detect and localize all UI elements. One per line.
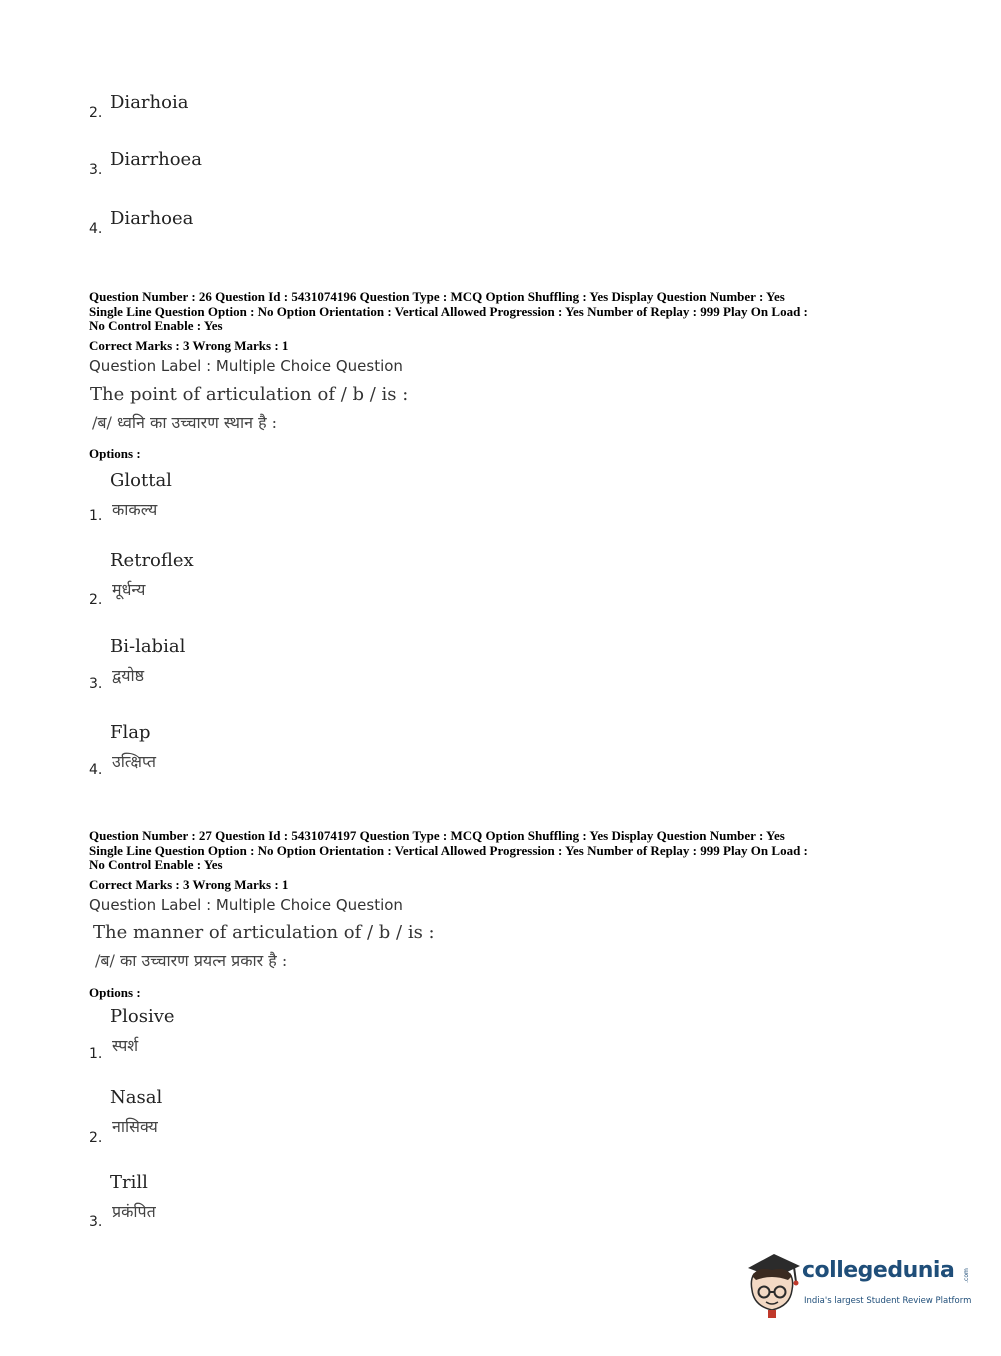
option-number: 2. <box>89 105 103 121</box>
options-label: Options : <box>89 985 141 1000</box>
question-text-en: The point of articulation of / b / is : <box>90 384 409 405</box>
graduate-face-icon <box>742 1250 802 1320</box>
option-text-en: Nasal <box>110 1087 163 1108</box>
option-number: 4. <box>89 762 103 778</box>
logo-com: .com <box>962 1268 970 1283</box>
question-meta <box>89 290 919 334</box>
option-number: 3. <box>89 676 103 692</box>
option-text-hi: प्रकंपित <box>112 1202 156 1221</box>
logo-tagline: India's largest Student Review Platform <box>804 1296 972 1306</box>
option-number: 2. <box>89 1130 103 1146</box>
option-text-en: Retroflex <box>110 550 194 571</box>
question-label: Question Label : Multiple Choice Question <box>89 357 403 375</box>
option-text-hi: काकल्य <box>112 500 158 519</box>
question-text-hi: /ब/ का उच्चारण प्रयत्न प्रकार है : <box>95 951 288 970</box>
option-text-en: Diarrhoea <box>110 149 202 170</box>
option-text-hi: उत्क्षिप्त <box>112 752 157 771</box>
option-text-hi: द्वयोष्ठ <box>112 666 145 685</box>
question-meta-line: Question Number : 26 Question Id : 5431074196 Question Type : MCQ Option Shuffling : Yes Display Question Number : Yes <box>89 289 785 304</box>
option-number: 1. <box>89 508 103 524</box>
option-text-hi: स्पर्श <box>112 1036 139 1055</box>
question-meta-line: No Control Enable : Yes <box>89 857 223 872</box>
question-text-hi: /ब/ ध्वनि का उच्चारण स्थान है : <box>92 413 278 432</box>
option-text-hi: नासिक्य <box>112 1117 158 1136</box>
question-meta-line: Single Line Question Option : No Option Orientation : Vertical Allowed Progression : Yes Number of Replay : 999 Play On Load : <box>89 842 808 858</box>
option-text-en: Plosive <box>110 1006 175 1027</box>
option-text-en: Flap <box>110 722 151 743</box>
collegedunia-logo <box>742 1250 972 1320</box>
option-number: 1. <box>89 1046 103 1062</box>
marks-line: Correct Marks : 3 Wrong Marks : 1 <box>89 877 289 892</box>
option-text-en: Diarhoea <box>110 208 194 229</box>
option-text-en: Glottal <box>110 470 172 491</box>
option-number: 3. <box>89 1214 103 1230</box>
question-label: Question Label : Multiple Choice Question <box>89 896 403 914</box>
logo-name: collegedunia <box>802 1258 955 1283</box>
question-meta-line: Single Line Question Option : No Option Orientation : Vertical Allowed Progression : Yes Number of Replay : 999 Play On Load : <box>89 303 808 319</box>
options-label: Options : <box>89 446 141 461</box>
option-text-en: Bi-labial <box>110 636 186 657</box>
question-meta-line: Question Number : 27 Question Id : 5431074197 Question Type : MCQ Option Shuffling : Yes Display Question Number : Yes <box>89 828 785 843</box>
option-number: 3. <box>89 162 103 178</box>
option-text-hi: मूर्धन्य <box>112 580 146 599</box>
question-meta <box>89 829 919 873</box>
option-text-en: Trill <box>110 1172 148 1193</box>
option-number: 2. <box>89 592 103 608</box>
option-number: 4. <box>89 221 103 237</box>
option-text-en: Diarhoia <box>110 92 189 113</box>
question-meta-line: No Control Enable : Yes <box>89 318 223 333</box>
marks-line: Correct Marks : 3 Wrong Marks : 1 <box>89 338 289 353</box>
question-text-en: The manner of articulation of / b / is : <box>93 922 435 943</box>
